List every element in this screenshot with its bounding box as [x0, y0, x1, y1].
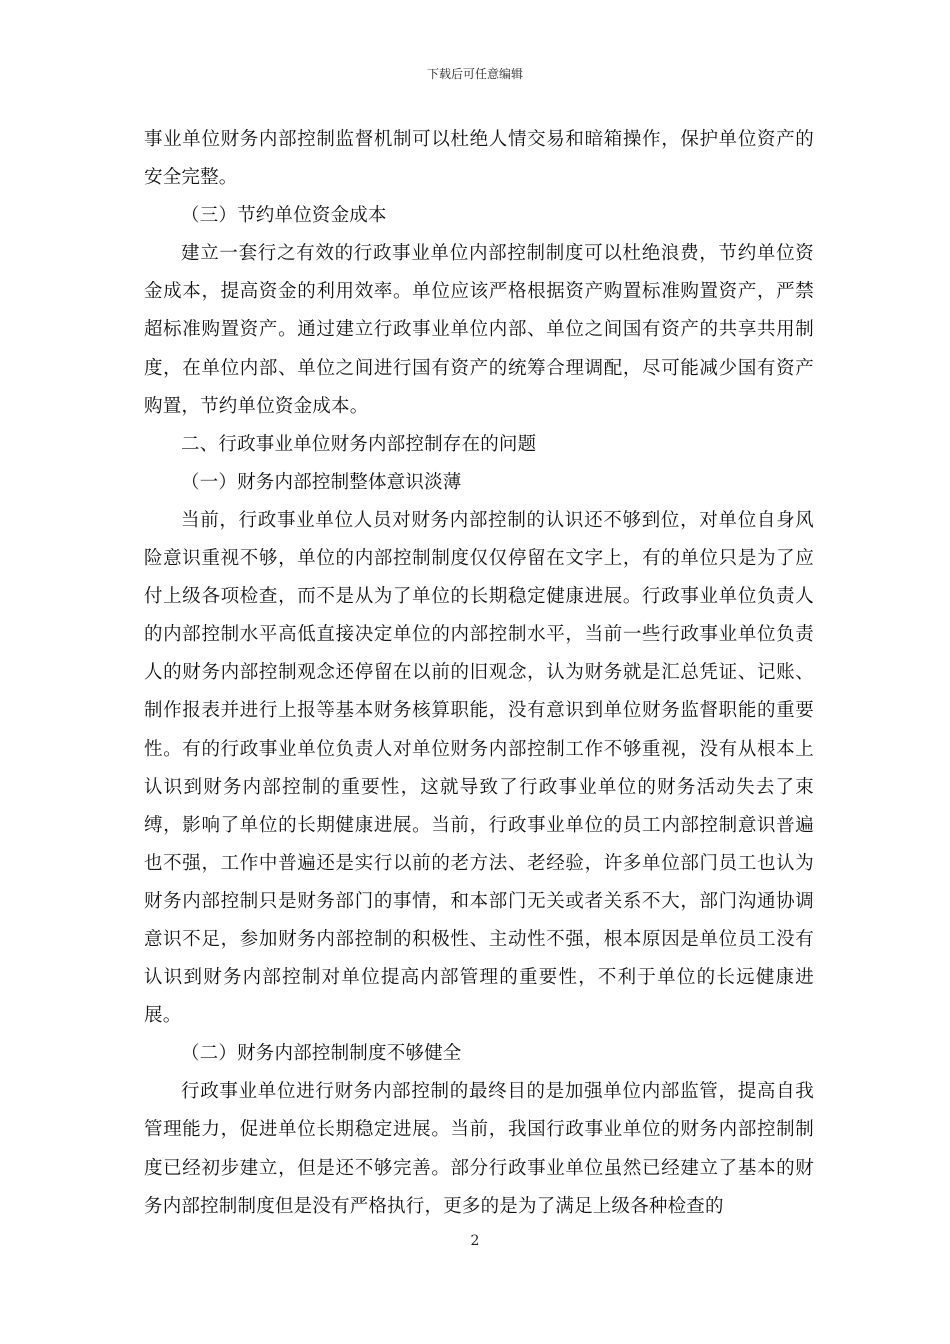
paragraph-continuation: 事业单位财务内部控制监督机制可以杜绝人情交易和暗箱操作，保护单位资产的安全完整。	[144, 129, 814, 189]
section-heading-3: （三）节约单位资金成本	[181, 205, 387, 227]
chapter-heading-2: 二、行政事业单位财务内部控制存在的问题	[181, 433, 537, 455]
paragraph-save-cost: 建立一套行之有效的行政事业单位内部控制制度可以杜绝浪费，节约单位资金成本，提高资金的利用效率。单位应该严格根据资产购置标准购置资产，严禁超标准购置资产。通过建立行政事业单位内部、单位之间国有资产的共享共用制度，在单位内部、单位之间进行国有资产的统筹合理调配，尽可能减少国有资产购置，节约单位资金成本。	[144, 243, 814, 417]
page-header: 下载后可任意编辑	[426, 67, 523, 81]
paragraph-awareness: 当前，行政事业单位人员对财务内部控制的认识还不够到位，对单位自身风险意识重视不够，单位的内部控制制度仅仅停留在文字上，有的单位只是为了应付上级各项检查，而不是从为了单位的长期稳定健康进展。行政事业单位负责人的内部控制水平高低直接决定单位的内部控制水平，当前一些行政事业单位负责人的财务内部控制观念还停留在以前的旧观念，认为财务就是汇总凭证、记账、制作报表并进行上报等基本财务核算职能，没有意识到单位财务监督职能的重要性。有的行政事业单位负责人对单位财务内部控制工作不够重视，没有从根本上认识到财务内部控制的重要性，这就导致了行政事业单位的财务活动失去了束缚，影响了单位的长期健康进展。当前，行政事业单位的员工内部控制意识普遍也不强，工作中普遍还是实行以前的老方法、老经验，许多单位部门员工也认为财务内部控制只是财务部门的事情，和本部门无关或者关系不大，部门沟通协调意识不足，参加财务内部控制的积极性、主动性不强，根本原因是单位员工没有认识到财务内部控制对单位提高内部管理的重要性，不利于单位的长远健康进展。	[144, 509, 814, 1027]
paragraph-system: 行政事业单位进行财务内部控制的最终目的是加强单位内部监管，提高自我管理能力，促进单位长期稳定进展。当前，我国行政事业单位的财务内部控制制度已经初步建立，但是还不够完善。部分行政事业单位虽然已经建立了基本的财务内部控制制度但是没有严格执行，更多的是为了满足上级各种检查的	[144, 1081, 814, 1217]
section-heading-1: （一）财务内部控制整体意识淡薄	[181, 471, 462, 493]
document-body	[144, 121, 814, 1226]
section-heading-2: （二）财务内部控制制度不够健全	[181, 1043, 462, 1065]
page-number: 2	[470, 1233, 480, 1249]
